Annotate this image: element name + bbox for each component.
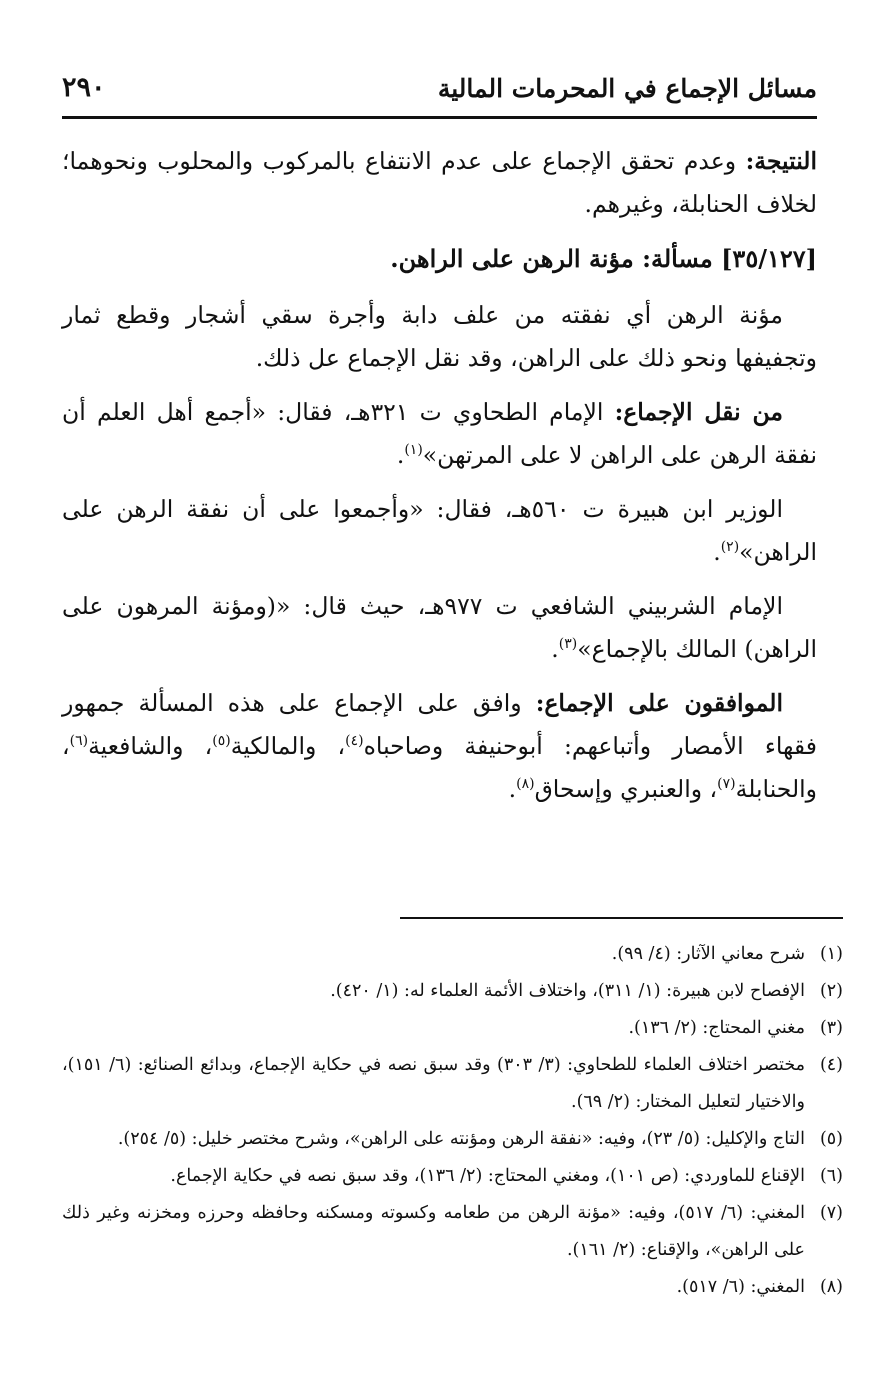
result-label: النتيجة: [745,147,817,175]
footnote-ref-2: (٢) [720,539,740,556]
footnote-item [62,1158,843,1195]
footnote-text: المغني: (٦/ ٥١٧)، وفيه: «مؤنة الرهن من طعامه وكسوته ومسكنه وحافظه وحرزه ومخزنه وغير ذلك على الراهن»، والإقناع: (٢/ ١٦١). [62,1203,805,1260]
footnote-ref-4: (٤) [345,733,364,750]
agreers-text-a: وافق على الإجماع على هذه المسألة جمهور فقهاء الأمصار وأتباعهم: أبوحنيفة وصاحباه [62,689,817,760]
footnote-separator [400,917,843,919]
footnote-text: التاج والإكليل: (٥/ ٢٣)، وفيه: «نفقة الرهن ومؤنته على الراهن»، وشرح مختصر خليل: (٥/ ٢٥٤). [117,1129,805,1149]
agreers-text-b: ، والمالكية [230,732,346,760]
footnote-item [62,973,843,1010]
period: . [508,775,517,803]
agreers-label: الموافقون على الإجماع: [535,689,783,717]
footnote-ref-3: (٣) [558,636,578,653]
agreers-paragraph [62,682,817,811]
footnote-item [62,1195,843,1269]
footnote-text: المغني: (٦/ ٥١٧). [676,1277,805,1297]
transmitter-3-paragraph [62,585,817,671]
transmitter-1-paragraph [62,391,817,477]
footnote-item [62,936,843,973]
footnote-ref-1: (١) [404,442,423,459]
agreers-text-e: ، والعنبري وإسحاق [534,775,718,803]
header-rule [62,116,817,119]
footnote-text: مغني المحتاج: (٢/ ١٣٦). [628,1018,805,1038]
intro-paragraph [62,294,817,380]
result-paragraph [62,140,817,226]
footnote-ref-6: (٦) [69,733,89,750]
period: . [551,635,559,663]
footnote-number: (٤) [819,1055,843,1075]
footnote-number: (٧) [819,1203,843,1223]
transmitter-2-text: الوزير ابن هبيرة ت ٥٦٠هـ، فقال: «وأجمعوا على أن نفقة الرهن على الراهن» [62,495,817,566]
page-header [62,68,817,116]
main-text [62,140,817,822]
agreers-text-c: ، والشافعية [88,732,213,760]
transmitter-2-paragraph [62,488,817,574]
footnote-number: (٣) [819,1018,843,1038]
footnote-number: (٢) [819,981,843,1001]
footnote-item [62,1269,843,1306]
result-text: وعدم تحقق الإجماع على عدم الانتفاع بالمركوب والمحلوب ونحوهما؛ لخلاف الحنابلة، وغيرهم. [62,147,817,218]
footnote-number: (٥) [819,1129,843,1149]
transmitter-1-text: الإمام الطحاوي ت ٣٢١هـ، فقال: «أجمع أهل العلم أن نفقة الرهن على الراهن لا على المرتهن» [62,398,817,469]
agreers-text-d: ، والحنابلة [62,732,817,803]
footnotes [62,936,843,1306]
footnote-ref-5: (٥) [212,733,231,750]
footnote-item [62,1047,843,1121]
transmitter-3-text: الإمام الشربيني الشافعي ت ٩٧٧هـ، حيث قال: «(ومؤنة المرهون على الراهن) المالك بالإجماع» [62,592,817,663]
footnote-number: (١) [819,944,843,964]
period: . [396,441,405,469]
footnote-text: مختصر اختلاف العلماء للطحاوي: (٣/ ٣٠٣) وقد سبق نصه في حكاية الإجماع، وبدائع الصنائع: (٦/ ١٥١)، والاختيار لتعليل المختار: (٢/ ٦٩). [62,1055,805,1112]
transmitters-label: من نقل الإجماع: [614,398,783,426]
footnote-item [62,1010,843,1047]
page-number: ٢٩٠ [62,72,106,103]
period: . [713,538,721,566]
footnote-ref-8: (٨) [516,776,535,793]
footnote-text: الإقناع للماوردي: (ص ١٠١)، ومغني المحتاج: (٢/ ١٣٦)، وقد سبق نصه في حكاية الإجماع. [170,1166,805,1186]
footnote-number: (٦) [819,1166,843,1186]
footnote-item [62,1121,843,1158]
footnote-text: الإفصاح لابن هبيرة: (١/ ٣١١)، واختلاف الأئمة العلماء له: (١/ ٤٢٠). [330,981,805,1001]
footnote-ref-7: (٧) [717,776,736,793]
footnote-text: شرح معاني الآثار: (٤/ ٩٩). [611,944,805,964]
footnote-number: (٨) [819,1277,843,1297]
running-title: مسائل الإجماع في المحرمات المالية [437,74,817,103]
intro-text: مؤنة الرهن أي نفقته من علف دابة وأجرة سقي أشجار وقطع ثمار وتجفيفها ونحو ذلك على الراهن، وقد نقل الإجماع عل ذلك. [62,301,817,372]
issue-heading: [٣٥/١٢٧] مسألة: مؤنة الرهن على الراهن. [390,244,817,273]
